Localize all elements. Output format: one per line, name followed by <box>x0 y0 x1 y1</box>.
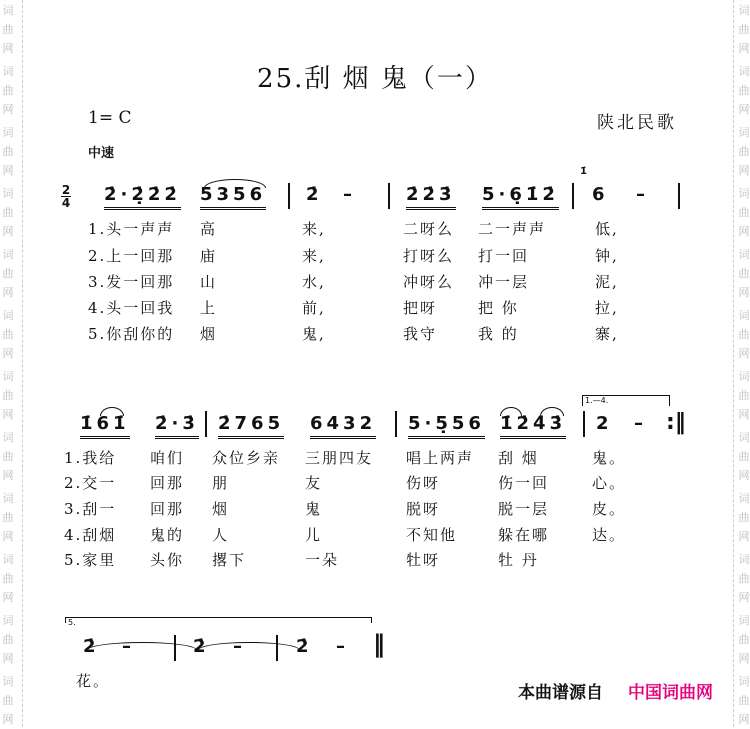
note-group: 2̇765 <box>218 413 284 439</box>
watermark-char: 词 <box>738 553 750 566</box>
watermark-char: 网 <box>738 469 750 482</box>
lyric-verse-5: 头你 <box>150 551 185 569</box>
lyric-verse-4: 上 <box>200 299 218 317</box>
watermark-char: 网 <box>738 286 750 299</box>
watermark-char: 曲 <box>2 23 14 36</box>
watermark-char: 网 <box>2 225 14 238</box>
lyric-verse-5: 牡 丹 <box>498 551 539 569</box>
watermark-text <box>1 367 15 424</box>
lyric-verse-4: 达。 <box>592 526 627 544</box>
watermark-char: 曲 <box>2 389 14 402</box>
lyric-verse-4: 不知他 <box>406 526 458 544</box>
site-name-link[interactable]: 中国词曲网 <box>628 683 713 703</box>
watermark-char: 词 <box>738 126 750 139</box>
watermark-char: 词 <box>738 492 750 505</box>
lyric-verse-3: 脱呀 <box>406 500 441 518</box>
watermark-char: 曲 <box>738 633 750 646</box>
lyric-verse-2: 钟, <box>595 247 619 265</box>
tie <box>198 642 300 650</box>
watermark-char: 网 <box>2 286 14 299</box>
watermark-char: 曲 <box>2 328 14 341</box>
watermark-char: 曲 <box>738 84 750 97</box>
watermark-char: 词 <box>738 65 750 78</box>
note-group: 1̇2̇4̇3̇ <box>500 413 566 439</box>
note: 6 <box>592 184 609 205</box>
dash: – <box>336 636 349 657</box>
lyric-verse-1: 唱上两声 <box>406 449 475 467</box>
watermark-char: 网 <box>2 530 14 543</box>
watermark-char: 词 <box>738 4 750 17</box>
watermark-char: 词 <box>2 187 14 200</box>
lyric-verse-1: 1.头一声声 <box>88 220 175 238</box>
tie <box>87 642 197 650</box>
lyric-verse-3: 水, <box>302 273 326 291</box>
watermark-char: 曲 <box>738 328 750 341</box>
note-group: 2̇·2̣̇2̇2̇ <box>104 184 181 210</box>
watermark-char: 曲 <box>738 450 750 463</box>
lyric-verse-5: 一朵 <box>305 551 340 569</box>
barline <box>583 411 585 437</box>
watermark-char: 曲 <box>2 84 14 97</box>
repeat-end-barline: :‖ <box>666 410 686 435</box>
watermark-char: 网 <box>2 408 14 421</box>
lyric-verse-2: 2.交一 <box>64 474 117 492</box>
lyric-verse-3: 烟 <box>212 500 230 518</box>
lyric-verse-2: 庙 <box>200 247 218 265</box>
watermark-text <box>1 672 15 729</box>
watermark-char: 词 <box>738 187 750 200</box>
dash: – <box>636 184 649 205</box>
watermark-text <box>737 184 750 241</box>
lyric-verse-3: 鬼 <box>305 500 323 518</box>
barline <box>395 411 397 437</box>
note-group: 5356 <box>200 184 266 210</box>
watermark-char: 网 <box>2 591 14 604</box>
watermark-char: 词 <box>738 431 750 444</box>
watermark-text <box>737 245 750 302</box>
watermark-text <box>1 489 15 546</box>
margin-line-left <box>22 0 23 727</box>
watermark-text <box>737 611 750 668</box>
lyric-verse-5: 5.你刮你的 <box>88 325 175 343</box>
note: 2̇ <box>83 636 100 657</box>
lyric-verse-2: 伤呀 <box>406 474 441 492</box>
lyric-verse-1: 二呀么 <box>403 220 455 238</box>
barline <box>572 183 574 209</box>
lyric-verse-1: 刮 烟 <box>498 449 539 467</box>
lyric-verse-4: 人 <box>212 526 230 544</box>
barline <box>678 183 680 209</box>
dash: – <box>122 636 135 657</box>
lyric-verse-1: 三朋四友 <box>305 449 374 467</box>
time-sig-bottom: 4 <box>61 196 71 210</box>
lyric-verse-4: 4.刮烟 <box>64 526 117 544</box>
barline <box>288 183 290 209</box>
watermark-text <box>737 1 750 58</box>
watermark-char: 曲 <box>738 572 750 585</box>
watermark-text <box>1 306 15 363</box>
watermark-char: 曲 <box>738 511 750 524</box>
lyric-verse-2: 朋 <box>212 474 230 492</box>
watermark-char: 词 <box>738 614 750 627</box>
watermark-char: 词 <box>738 309 750 322</box>
watermark-char: 词 <box>2 614 14 627</box>
lyric-verse-2: 友 <box>305 474 323 492</box>
lyric-verse-4: 把 你 <box>478 299 519 317</box>
lyric-verse-5: 5.家里 <box>64 551 117 569</box>
watermark-char: 曲 <box>2 694 14 707</box>
lyric-verse-3: 回那 <box>150 500 185 518</box>
note-group: 1̇61̇ <box>80 413 130 439</box>
watermark-text <box>737 489 750 546</box>
watermark-char: 网 <box>738 591 750 604</box>
lyric-verse-4: 把呀 <box>403 299 438 317</box>
lyric-verse-5: 鬼, <box>302 325 326 343</box>
watermark-char: 曲 <box>738 23 750 36</box>
watermark-char: 网 <box>2 713 14 726</box>
key-signature: 1= C <box>88 108 132 128</box>
watermark-char: 网 <box>2 103 14 116</box>
watermark-text <box>1 428 15 485</box>
lyric-verse-2: 打一回 <box>478 247 530 265</box>
tempo-marking: 中速 <box>88 146 115 161</box>
watermark-char: 网 <box>738 42 750 55</box>
watermark-char: 词 <box>2 65 14 78</box>
lyric-verse-5: 我 的 <box>478 325 519 343</box>
lyric-verse-1: 鬼。 <box>592 449 627 467</box>
lyric-verse-1: 1.我给 <box>64 449 117 467</box>
note: 2̇ <box>306 184 323 205</box>
watermark-char: 词 <box>2 248 14 261</box>
lyric-verse-4: 鬼的 <box>150 526 185 544</box>
dash: – <box>343 184 356 205</box>
watermark-char: 曲 <box>738 389 750 402</box>
lyric-verse-5: 寨, <box>595 325 619 343</box>
watermark-char: 网 <box>738 103 750 116</box>
lyric-verse-3: 山 <box>200 273 218 291</box>
watermark-char: 曲 <box>2 572 14 585</box>
lyric-verse-3: 3.发一回那 <box>88 273 175 291</box>
lyric-verse-2: 打呀么 <box>403 247 455 265</box>
lyric-verse-3: 泥, <box>595 273 619 291</box>
watermark-char: 曲 <box>738 694 750 707</box>
watermark-char: 网 <box>738 347 750 360</box>
lyric-verse-2: 2.上一回那 <box>88 247 175 265</box>
lyric-verse-1: 二一声声 <box>478 220 547 238</box>
volta-bracket: 5. <box>65 617 372 623</box>
lyric-verse-1: 众位乡亲 <box>212 449 281 467</box>
watermark-text <box>737 428 750 485</box>
watermark-char: 网 <box>738 225 750 238</box>
lyric-verse-3: 皮。 <box>592 500 627 518</box>
note-group: 2̇·3̇ <box>155 413 199 439</box>
note: 2̇ <box>193 636 210 657</box>
watermark-char: 词 <box>2 675 14 688</box>
watermark-char: 网 <box>2 652 14 665</box>
barline <box>276 635 278 661</box>
watermark-char: 词 <box>2 126 14 139</box>
watermark-text <box>1 550 15 607</box>
watermark-char: 网 <box>2 42 14 55</box>
watermark-char: 网 <box>738 408 750 421</box>
watermark-char: 曲 <box>738 267 750 280</box>
lyric-verse-3: 3.刮一 <box>64 500 117 518</box>
watermark-text <box>1 123 15 180</box>
lyric-verse-3: 冲呀么 <box>403 273 455 291</box>
lyric-verse-2: 来, <box>302 247 326 265</box>
watermark-text <box>737 62 750 119</box>
dash: – <box>634 413 647 434</box>
note-group: 5·6̣1̇2̇ <box>482 184 559 210</box>
lyric-verse-5: 我守 <box>403 325 438 343</box>
lyric-verse-2: 伤一回 <box>498 474 550 492</box>
watermark-text <box>737 306 750 363</box>
watermark-char: 词 <box>2 309 14 322</box>
lyric-verse-1: 低, <box>595 220 619 238</box>
watermark-char: 网 <box>738 530 750 543</box>
lyric-verse-4: 4.头一回我 <box>88 299 175 317</box>
time-sig-top: 2 <box>61 183 71 197</box>
lyric-verse-3: 脱一层 <box>498 500 550 518</box>
lyric-verse-4: 儿 <box>305 526 323 544</box>
grace-note: 1̇ <box>580 166 587 177</box>
lyric-verse-1: 来, <box>302 220 326 238</box>
note: 2̇ <box>296 636 313 657</box>
lyric-verse-4: 前, <box>302 299 326 317</box>
watermark-text <box>1 62 15 119</box>
lyric-verse-5: 牡呀 <box>406 551 441 569</box>
barline <box>388 183 390 209</box>
watermark-char: 网 <box>2 347 14 360</box>
watermark-char: 词 <box>2 553 14 566</box>
lyric-verse-2: 心。 <box>592 474 627 492</box>
watermark-char: 词 <box>738 675 750 688</box>
watermark-char: 曲 <box>2 450 14 463</box>
watermark-char: 词 <box>2 492 14 505</box>
lyric-verse-5: 撂下 <box>212 551 247 569</box>
watermark-char: 词 <box>738 248 750 261</box>
watermark-char: 词 <box>2 431 14 444</box>
watermark-char: 词 <box>2 4 14 17</box>
watermark-char: 网 <box>738 164 750 177</box>
watermark-text <box>1 1 15 58</box>
barline <box>174 635 176 661</box>
watermark-text <box>737 367 750 424</box>
watermark-text <box>737 550 750 607</box>
watermark-char: 词 <box>738 370 750 383</box>
watermark-text <box>737 672 750 729</box>
note-group: 6432 <box>310 413 376 439</box>
dash: – <box>233 636 246 657</box>
song-origin: 陕北民歌 <box>597 113 677 133</box>
note: 2 <box>596 413 613 434</box>
note-group: 2̇2̇3̇ <box>406 184 456 210</box>
lyric-verse-1: 咱们 <box>150 449 185 467</box>
lyric-final: 花。 <box>76 672 111 690</box>
lyric-verse-4: 躲在哪 <box>498 526 550 544</box>
watermark-text <box>737 123 750 180</box>
final-barline: ‖ <box>373 630 385 658</box>
lyric-verse-4: 拉, <box>595 299 619 317</box>
watermark-text <box>1 184 15 241</box>
watermark-char: 网 <box>2 469 14 482</box>
watermark-char: 网 <box>2 164 14 177</box>
watermark-char: 曲 <box>2 511 14 524</box>
watermark-char: 曲 <box>2 267 14 280</box>
watermark-text <box>1 245 15 302</box>
watermark-char: 曲 <box>2 633 14 646</box>
watermark-char: 曲 <box>738 206 750 219</box>
watermark-text <box>1 611 15 668</box>
lyric-verse-3: 冲一层 <box>478 273 530 291</box>
song-title: 25.刮 烟 鬼（一） <box>257 64 493 94</box>
watermark-char: 网 <box>738 713 750 726</box>
source-label: 本曲谱源自 <box>518 683 603 703</box>
lyric-verse-1: 高 <box>200 220 218 238</box>
barline <box>205 411 207 437</box>
volta-bracket: 1.—4. <box>582 395 670 406</box>
watermark-char: 曲 <box>2 206 14 219</box>
watermark-char: 曲 <box>738 145 750 158</box>
lyric-verse-2: 回那 <box>150 474 185 492</box>
time-signature <box>61 184 71 209</box>
lyric-verse-5: 烟 <box>200 325 218 343</box>
watermark-char: 曲 <box>2 145 14 158</box>
watermark-char: 网 <box>738 652 750 665</box>
note-group: 5·5̣56 <box>408 413 485 439</box>
margin-line-right <box>733 0 734 727</box>
watermark-char: 词 <box>2 370 14 383</box>
